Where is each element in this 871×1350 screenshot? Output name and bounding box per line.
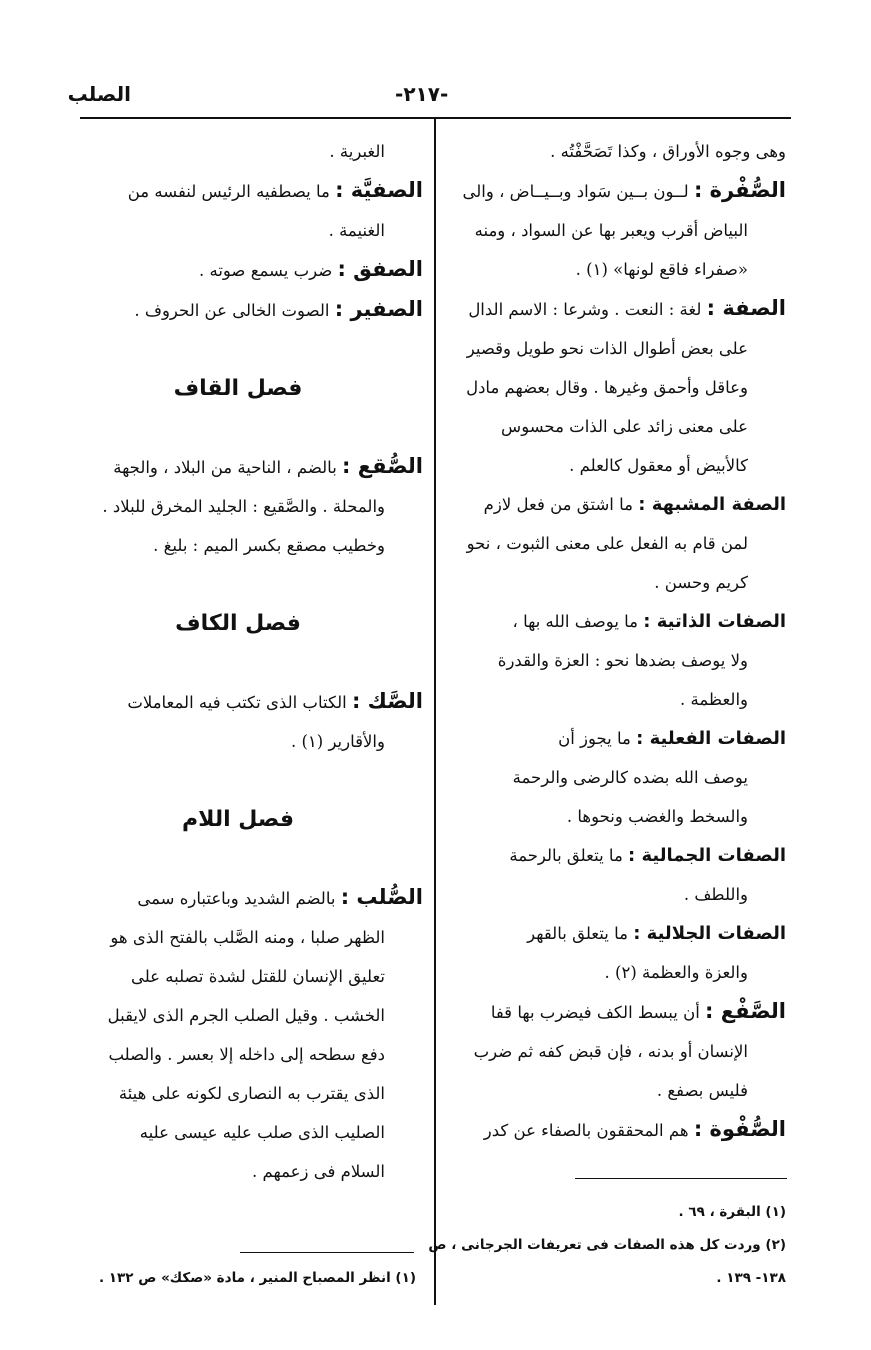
entry-text: الكتاب الذى تكتب فيه المعاملات xyxy=(127,693,347,712)
footnotes-left xyxy=(56,1262,416,1295)
text-line xyxy=(432,446,786,485)
entry-text: كالأبيض أو معقول كالعلم . xyxy=(569,456,748,475)
entry-text: والأقارير (١) . xyxy=(290,732,385,751)
text-line xyxy=(432,797,786,836)
entry-term: الصفات الجمالية : xyxy=(628,845,786,866)
entry-text: ما اشتق من فعل لازم xyxy=(483,495,634,514)
entry-text: لــون بــين سَواد وبــيــاض ، والى xyxy=(462,182,689,201)
text-line xyxy=(53,211,423,250)
left-column xyxy=(53,132,423,1191)
footnote-rule-left xyxy=(240,1252,414,1253)
footnote-line: (١) البقرة ، ٦٩ . xyxy=(678,1204,786,1220)
entry-text: ما يتعلق بالقهر xyxy=(527,924,628,943)
text-line xyxy=(53,526,423,565)
entry-text: على بعض أطوال الذات نحو طويل وقصير xyxy=(466,339,748,358)
footnote-line: (١) انظر المصباح المنير ، مادة «صكك» ص ١٣٢ . xyxy=(98,1270,416,1286)
section-heading: فصل اللام xyxy=(181,807,294,832)
footnote-rule-right xyxy=(575,1178,787,1179)
entry-text: أن يبسط الكف فيضرب بها قفا xyxy=(490,1003,700,1022)
text-line xyxy=(432,407,786,446)
entry-line xyxy=(432,602,786,641)
entry-text: ولا يوصف بضدها نحو : العزة والقدرة xyxy=(497,651,748,670)
text-line xyxy=(432,875,786,914)
entry-line xyxy=(432,914,786,953)
entry-text: والعزة والعظمة (٢) . xyxy=(604,963,748,982)
entry-line xyxy=(432,719,786,758)
entry-line xyxy=(432,485,786,524)
entry-text: لغة : النعت . وشرعا : الاسم الدال xyxy=(468,300,702,319)
spacer xyxy=(53,408,423,447)
text-line xyxy=(53,132,423,171)
entry-term: الصفير : xyxy=(334,297,423,321)
entry-text: الصليب الذى صلب عليه عيسى عليه xyxy=(139,1123,385,1142)
text-line xyxy=(432,1071,786,1110)
text-line xyxy=(432,758,786,797)
entry-term: الصفات الجلالية : xyxy=(633,923,786,944)
text-line xyxy=(432,250,786,289)
text-line xyxy=(53,1152,423,1191)
entry-line xyxy=(53,682,423,722)
entry-line xyxy=(53,447,423,487)
entry-line xyxy=(432,171,786,211)
entry-text: دفع سطحه إلى داخله إلا بعسر . والصلب xyxy=(108,1045,385,1064)
entry-text: الغبرية . xyxy=(329,142,385,161)
text-line xyxy=(53,1035,423,1074)
text-line xyxy=(53,1113,423,1152)
entry-text: البياض أقرب ويعبر بها عن السواد ، ومنه xyxy=(474,221,748,240)
section-heading: فصل القاف xyxy=(173,376,303,401)
text-line xyxy=(432,1032,786,1071)
entry-text: «صفراء فاقع لونها» (١) . xyxy=(575,260,748,279)
entry-term: الصفة المشبهة : xyxy=(638,494,786,515)
text-line xyxy=(432,132,786,171)
entry-line xyxy=(432,289,786,329)
spacer xyxy=(53,761,423,800)
entry-text: ما يتعلق بالرحمة xyxy=(509,846,623,865)
entry-text: الظهر صلبا ، ومنه الصَّلب بالفتح الذى هو xyxy=(110,928,385,947)
entry-text: فليس بصفع . xyxy=(656,1081,748,1100)
entry-line xyxy=(432,992,786,1032)
text-line xyxy=(53,487,423,526)
entry-text: وعاقل وأحمق وغيرها . وقال بعضهم مادل xyxy=(466,378,748,397)
entry-text: لمن قام به الفعل على معنى الثبوت ، نحو xyxy=(466,534,748,553)
entry-text: الصوت الخالى عن الحروف . xyxy=(134,301,330,320)
entry-text: بالضم ، الناحية من البلاد ، والجهة xyxy=(113,458,337,477)
entry-text: والعظمة . xyxy=(680,690,748,709)
entry-text: الذى يقترب به النصارى لكونه على هيئة xyxy=(118,1084,385,1103)
spacer xyxy=(53,330,423,369)
text-line xyxy=(53,957,423,996)
entry-text: السلام فى زعمهم . xyxy=(252,1162,385,1181)
text-line xyxy=(432,368,786,407)
entry-text: والسخط والغضب ونحوها . xyxy=(566,807,748,826)
entry-text: ما يجوز أن xyxy=(558,729,631,748)
text-line xyxy=(432,524,786,563)
entry-text: ضرب يسمع صوته . xyxy=(198,261,333,280)
text-line xyxy=(53,918,423,957)
entry-text: وهى وجوه الأوراق ، وكذا تَصَحَّفْتُه . xyxy=(550,142,786,161)
entry-line xyxy=(53,290,423,330)
entry-term: الصُّلب : xyxy=(340,885,423,909)
entry-text: تعليق الإنسان للقتل لشدة تصلبه على xyxy=(130,967,385,986)
entry-term: الصَّفْع : xyxy=(705,999,786,1023)
entry-term: الصفات الذاتية : xyxy=(643,611,786,632)
entry-text: هم المحققون بالصفاء عن كدر xyxy=(483,1121,689,1140)
entry-text: ما يوصف الله بها ، xyxy=(512,612,639,631)
text-line xyxy=(53,1074,423,1113)
spacer xyxy=(53,643,423,682)
text-line xyxy=(432,953,786,992)
entry-text: ما يصطفيه الرئيس لنفسه من xyxy=(127,182,330,201)
entry-text: الغنيمة . xyxy=(328,221,385,240)
entry-text: بالضم الشديد وباعتباره سمى xyxy=(137,889,336,908)
text-line xyxy=(432,563,786,602)
entry-text: والمحلة . والصَّقيع : الجليد المخرق للبلاد . xyxy=(102,497,385,516)
entry-text: يوصف الله بضده كالرضى والرحمة xyxy=(512,768,748,787)
entry-line xyxy=(53,171,423,211)
entry-text: وخطيب مصقع بكسر الميم : بليغ . xyxy=(153,536,385,555)
spacer xyxy=(53,565,423,604)
entry-line xyxy=(432,836,786,875)
entry-text: على معنى زائد على الذات محسوس xyxy=(501,417,748,436)
text-line xyxy=(53,996,423,1035)
entry-line xyxy=(53,250,423,290)
entry-text: الخشب . وقيل الصلب الجرم الذى لايقبل xyxy=(107,1006,385,1025)
text-line xyxy=(432,329,786,368)
entry-term: الصُّقع : xyxy=(342,454,423,478)
entry-term: الصفيَّة : xyxy=(335,178,423,202)
footnotes-right xyxy=(426,1196,786,1295)
spacer xyxy=(53,839,423,878)
running-head-title: الصلب xyxy=(67,82,131,106)
entry-text: كريم وحسن . xyxy=(654,573,748,592)
entry-term: الصَّك : xyxy=(351,689,423,713)
footnote-line: (٢) وردت كل هذه الصفات فى تعريفات الجرجانى ، ص xyxy=(428,1237,786,1253)
right-column xyxy=(432,132,786,1150)
entry-line xyxy=(432,1110,786,1150)
entry-line xyxy=(53,878,423,918)
entry-term: الصفق : xyxy=(337,257,423,281)
text-line xyxy=(432,680,786,719)
entry-term: الصفة : xyxy=(706,296,786,320)
text-line xyxy=(432,641,786,680)
entry-text: الإنسان أو بدنه ، فإن قبض كفه ثم ضرب xyxy=(473,1042,748,1061)
text-line xyxy=(432,211,786,250)
entry-text: واللطف . xyxy=(683,885,748,904)
entry-term: الصُّفْرة : xyxy=(693,178,786,202)
entry-term: الصُّفْوة : xyxy=(693,1117,786,1141)
section-heading: فصل الكاف xyxy=(175,611,301,636)
footnote-line: ١٣٨- ١٣٩ . xyxy=(716,1270,786,1286)
page-number: -٢١٧- xyxy=(395,82,449,106)
text-line xyxy=(53,722,423,761)
entry-term: الصفات الفعلية : xyxy=(636,728,786,749)
